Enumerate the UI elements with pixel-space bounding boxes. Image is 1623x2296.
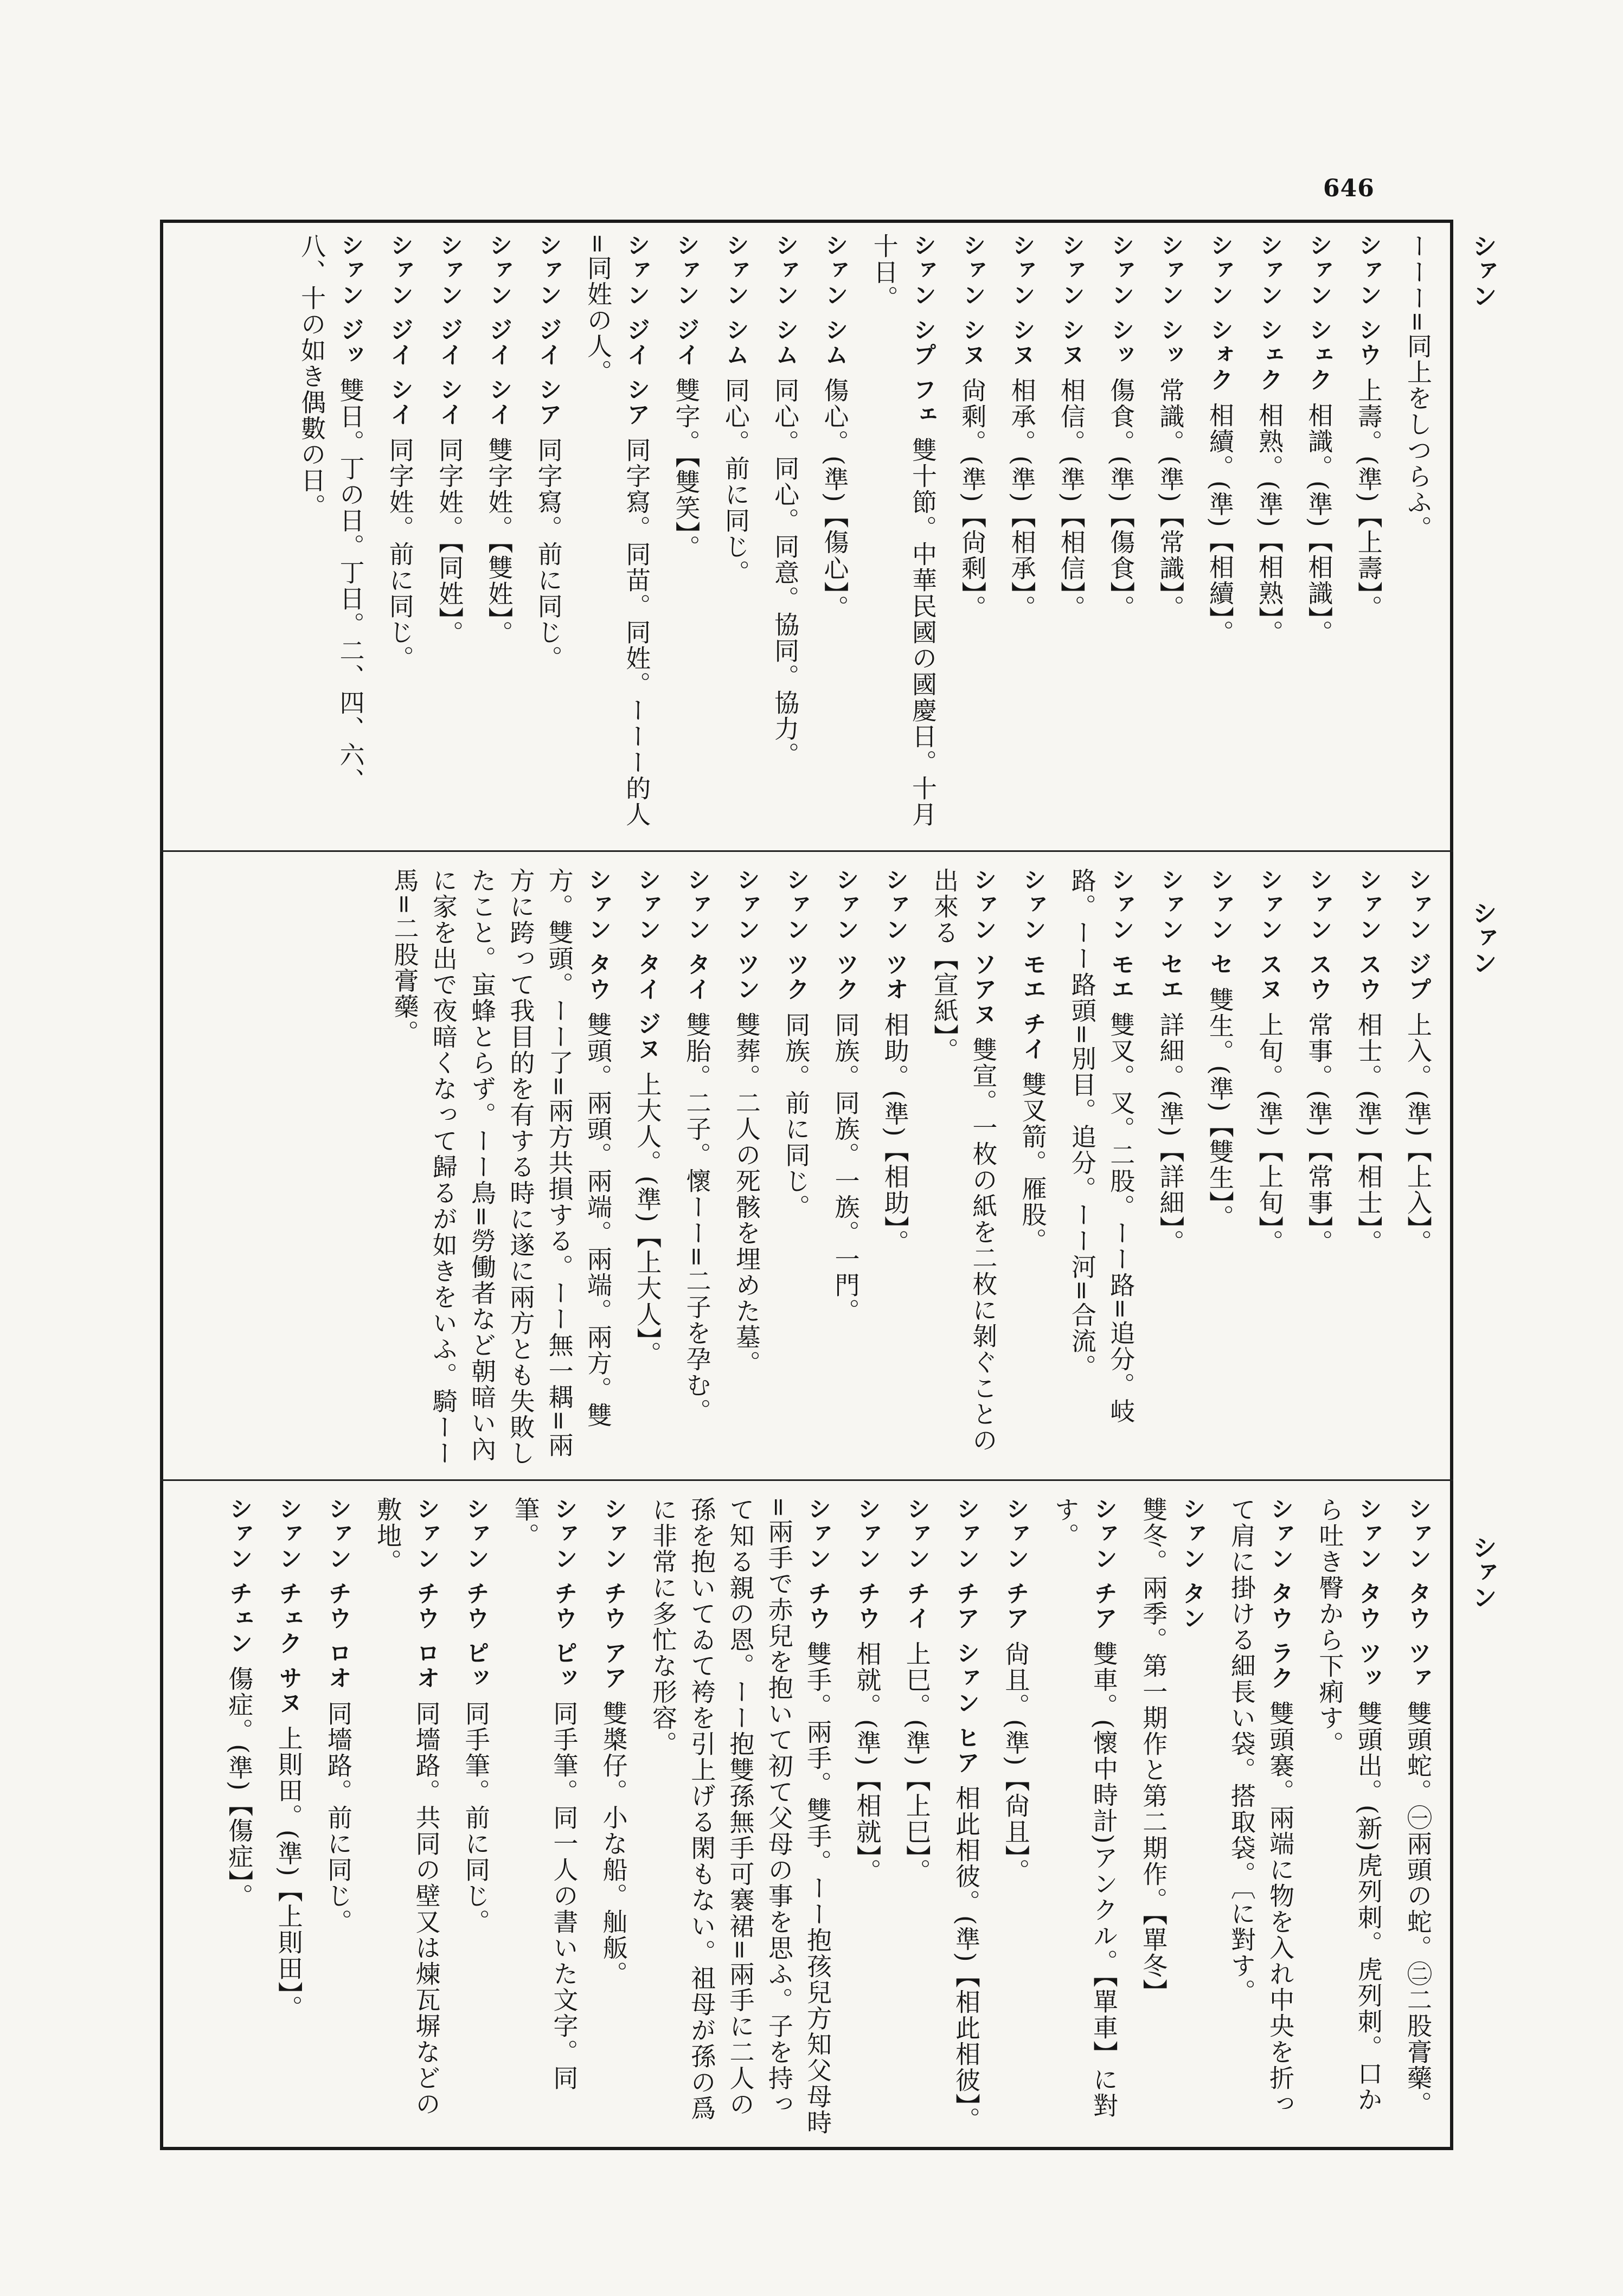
dictionary-entry <box>759 233 804 841</box>
entry-headword: シァン シェク <box>1256 233 1284 402</box>
entry-headword: シァン ジイ シイ <box>485 233 513 437</box>
dictionary-entry <box>312 1497 357 2137</box>
entry-headword: シァン チイ <box>903 1497 931 1641</box>
dictionary-entry <box>1039 1497 1123 2137</box>
entry-headword: シァン シム <box>772 233 799 377</box>
dictionary-entry <box>1006 868 1051 1470</box>
entry-definition: 雙頭。兩頭。兩端。兩端。兩方。雙方。雙頭。ーー了=兩方共損する。ーー無一耦=兩方に跨って我目的を有する時に遂に兩方とも失敗したこと。䖟蜂とらず。ーー鳥=勞働者など朝暗い內に家を出で夜暗くなって歸るが如きをいふ。騎ーー馬=二股膏藥。 <box>390 868 613 1466</box>
entry-definition: 同手筆。同一人の書いた文字。同筆。 <box>511 1497 579 2091</box>
entry-headword: シァン タイ ジヌ <box>634 868 662 1072</box>
entry-headword: シァン シヌ <box>959 233 986 377</box>
entry-headword: シァン ジイ シア <box>623 233 651 437</box>
entry-definition: 傷心。(準)【傷心】。 <box>820 377 850 621</box>
dictionary-entry <box>1056 868 1140 1470</box>
entry-definition: 同字姓。【同姓】。 <box>435 437 465 646</box>
dictionary-entry <box>996 233 1041 841</box>
entry-headword: シァン スヌ <box>1256 868 1284 1012</box>
entry-definition: 雙宣。一枚の紙を二枚に剝ぐことの出來る【宣紙】。 <box>930 868 998 1453</box>
dictionary-band-top <box>179 233 1437 841</box>
entry-definition: 同墻路。前に同じ。 <box>323 1700 353 1935</box>
dictionary-entry <box>770 868 815 1470</box>
dictionary-entry <box>919 868 1003 1470</box>
entry-definition: 相承。(準)【相承】。 <box>1007 377 1037 621</box>
dictionary-entry <box>940 1497 985 2137</box>
entry-definition: 傷症。(準)【傷症】。 <box>224 1665 254 1909</box>
entry-definition: 相信。(準)【相信】。 <box>1056 377 1086 621</box>
running-head: シァン <box>1468 233 1498 308</box>
entry-definition: 上入。(準)【上入】。 <box>1403 1011 1433 1255</box>
dictionary-entry <box>1304 1497 1388 2137</box>
entry-headword: シァン モエ チイ <box>1019 868 1047 1072</box>
dictionary-entry <box>262 1497 307 2137</box>
dictionary-entry <box>890 1497 935 2137</box>
dictionary-entry <box>1216 1497 1300 2137</box>
dictionary-entry <box>721 868 766 1470</box>
entry-definition: 相士。(準)【相士】。 <box>1353 1011 1383 1255</box>
entry-definition: 相助。(準)【相助】。 <box>880 1011 910 1255</box>
entry-definition: 雙胎。二子。懷ーー=二子を孕む。 <box>682 1011 712 1425</box>
entry-headword: シァン シッ <box>1157 233 1184 377</box>
dictionary-entry <box>660 233 705 841</box>
dictionary-entry <box>379 868 617 1470</box>
entry-headword: シァン チェン <box>226 1497 253 1666</box>
dictionary-entry <box>637 1497 837 2137</box>
entry-definition: 尙且。(準)【尙且】。 <box>1001 1640 1031 1884</box>
entry-headword: シァン スウ <box>1305 868 1333 1012</box>
entry-headword: シァン タウ ツッ <box>1355 1497 1382 1701</box>
dictionary-band-bottom <box>179 1497 1437 2137</box>
entry-headword: シァン シム <box>722 233 749 377</box>
entry-definition: 相熟。(準)【相熟】。 <box>1255 402 1285 646</box>
entry-headword: シァン シウ <box>1355 233 1382 377</box>
dictionary-entry <box>450 1497 495 2137</box>
dictionary-entry <box>374 233 419 841</box>
entry-definition: 雙冬。兩季。第一期作と第二期作。【單冬】 <box>1139 1497 1169 2005</box>
entry-headword: シァン ツオ <box>881 868 909 1012</box>
dictionary-entry <box>819 868 864 1470</box>
entry-headword: シァン チウ ロオ <box>324 1497 352 1701</box>
entry-headword: シァン タイ <box>683 868 711 1012</box>
entry-definition: 雙葬。二人の死骸を埋めた墓。 <box>732 1011 761 1376</box>
dictionary-entry <box>1293 868 1338 1470</box>
entry-headword: シァン シッ <box>1107 233 1135 377</box>
dictionary-entry <box>1194 868 1239 1470</box>
dictionary-entry <box>587 1497 632 2137</box>
entry-definition: 上則田。(準)【上則田】。 <box>274 1725 304 2021</box>
entry-headword: シァン チウ <box>854 1497 881 1641</box>
entry-definition: 相此相彼。(準)【相此相彼】。 <box>952 1785 982 2133</box>
entry-definition: 雙槳仔。小な船。舢舨。 <box>599 1700 628 1987</box>
entry-headword: シァン スウ <box>1355 868 1382 1012</box>
entry-headword: シァン ジイ <box>672 233 700 377</box>
dictionary-entry <box>213 1497 258 2137</box>
entry-definition: 雙頭蛇。㊀兩頭の蛇。㊁二股膏藥。 <box>1403 1700 1433 2117</box>
entry-definition: 同墻路。共同の壁又は煉瓦塀などの敷地。 <box>373 1497 441 2117</box>
dictionary-entry <box>1144 868 1189 1470</box>
dictionary-entry <box>710 233 755 841</box>
entry-definition: 同心。同心。同意。協同。協力。 <box>771 377 800 768</box>
dictionary-entry <box>1293 233 1338 841</box>
entry-headword: シァン チウ <box>804 1497 832 1641</box>
entry-headword: シァン シヌ <box>1008 233 1036 377</box>
entry-headword: シァン シム <box>821 233 849 377</box>
entry-definition: 同字寫。前に同じ。 <box>534 437 563 671</box>
dictionary-entry <box>990 1497 1035 2137</box>
dictionary-entry <box>522 233 567 841</box>
running-head: シァン <box>1468 900 1498 975</box>
entry-definition: 傷食。(準)【傷食】。 <box>1106 377 1136 621</box>
entry-definition: 雙叉箭。雁股。 <box>1018 1071 1048 1254</box>
dictionary-entry <box>671 868 716 1470</box>
entry-headword: シァン シェク <box>1305 233 1333 402</box>
entry-definition: 雙手。兩手。雙手。ーー抱孩兒方知父母時=兩手で赤兒を抱いて初て父母の事を思ふ。子を持って知る親の恩。ーー抱雙孫無手可褰裙=兩手に二人の孫を抱いてゐて袴を引上げる閑もない。祖母が孫の爲に非常に多忙な形容。 <box>648 1497 833 2135</box>
entry-definition: 同族。同族。一族。一門。 <box>831 1011 861 1324</box>
dictionary-entry <box>499 1497 583 2137</box>
entry-definition: 雙十節。中華民國の國慶日。十月十日。 <box>869 233 938 828</box>
entry-definition: 雙叉。叉。二股。ーー路=追分。岐路。ーー路頭=別目。追分。ーー河=合流。 <box>1067 868 1136 1425</box>
dictionary-entry <box>858 233 942 841</box>
entry-headword: シァン セエ <box>1157 868 1184 1012</box>
dictionary-entry <box>1342 233 1387 841</box>
entry-definition: 同族。前に同じ。 <box>781 1011 811 1220</box>
entry-definition: 常事。(準)【常事】。 <box>1304 1011 1334 1255</box>
dictionary-entry <box>1127 1497 1211 2137</box>
entry-headword: シァン シヌ <box>1057 233 1085 377</box>
entry-headword: シァン タウ ツァ <box>1404 1497 1432 1701</box>
entry-headword: シァン モエ <box>1107 868 1135 1012</box>
entry-headword: シァン ジイ シイ <box>436 233 464 437</box>
entry-definition: 雙日。丁の日。丁日。二、四、六、八、十の如き偶數の日。 <box>297 233 365 794</box>
dictionary-entry <box>424 233 469 841</box>
dictionary-entry <box>1144 233 1189 841</box>
dictionary-entry <box>362 1497 446 2137</box>
entry-definition: 雙頭出。(新)虎列刺。虎列刺。口から吐き臀から下痢す。 <box>1315 1497 1383 2113</box>
entry-definition: 上壽。(準)【上壽】。 <box>1353 377 1383 621</box>
entry-headword: シァン ジプ <box>1404 868 1432 1012</box>
dictionary-entry <box>841 1497 886 2137</box>
entry-headword: シァン ツク <box>782 868 810 1012</box>
dictionary-entry <box>946 233 991 841</box>
dictionary-entry <box>473 233 518 841</box>
entry-headword: シァン チウ ロオ <box>413 1497 440 1701</box>
dictionary-entry <box>1392 233 1437 841</box>
entry-definition: 雙字。【雙笑】。 <box>671 377 701 561</box>
dictionary-entry <box>869 868 914 1470</box>
entry-headword: シァン セ <box>1206 868 1234 987</box>
entry-definition: 雙頭褰。兩端に物を入れ中央を折って肩に掛ける細長い袋。搭取袋。〔に對す。 <box>1227 1497 1295 2117</box>
entry-definition: 同心。前に同じ。 <box>721 377 750 586</box>
entry-definition: 上旬。(準)【上旬】。 <box>1255 1011 1285 1255</box>
entry-definition: 尙剩。(準)【尙剩】。 <box>958 377 987 621</box>
entry-headword: シァン ジイ シア <box>535 233 562 437</box>
entry-definition: 詳細。(準)【詳細】。 <box>1156 1011 1185 1255</box>
entry-definition: 相就。(準)【相就】。 <box>852 1640 882 1884</box>
entry-headword: シァン ジイ シイ <box>386 233 414 437</box>
dictionary-entry <box>621 868 666 1470</box>
page-number: 646 <box>1323 175 1375 202</box>
entry-definition: 雙車。(懷中時計)アンクル。【單車】に對す。 <box>1050 1497 1119 2119</box>
entry-headword: シァン チウ アア <box>600 1497 627 1701</box>
entry-headword: シァン チア シァン ヒア <box>953 1497 980 1785</box>
dictionary-entry <box>1243 868 1288 1470</box>
entry-definition: 雙字姓。【雙姓】。 <box>484 437 514 646</box>
entry-headword: シァン シォク <box>1206 233 1234 402</box>
dictionary-entry <box>1243 233 1288 841</box>
entry-definition: 雙生。(準)【雙生】。 <box>1205 986 1235 1230</box>
entry-definition: 上巳。(準)【上巳】。 <box>902 1640 932 1884</box>
dictionary-entry <box>1045 233 1090 841</box>
entry-definition: 同字姓。前に同じ。 <box>385 437 415 671</box>
dictionary-entry <box>1095 233 1140 841</box>
entry-headword: シァン チウ ピッ <box>550 1497 578 1701</box>
entry-headword: シァン タウ ラク <box>1267 1497 1294 1701</box>
entry-headword: シァン ツク <box>832 868 859 1012</box>
dictionary-entry <box>572 233 656 841</box>
dictionary-entry <box>1392 1497 1437 2137</box>
entry-headword: シァン シプ フェ <box>909 233 937 437</box>
entry-definition: 相續。(準)【相續】。 <box>1205 402 1235 646</box>
entry-headword: シァン チェク サヌ <box>275 1497 303 1726</box>
entry-headword: シァン ソアヌ <box>970 868 997 1037</box>
entry-definition: 相識。(準)【相識】。 <box>1304 402 1334 646</box>
band-divider <box>160 1479 1453 1481</box>
dictionary-entry <box>1392 868 1437 1470</box>
dictionary-entry <box>809 233 854 841</box>
entry-headword: シァン チウ ピッ <box>462 1497 490 1701</box>
running-head: シァン <box>1468 1535 1498 1609</box>
dictionary-entry <box>1194 233 1239 841</box>
entry-headword: シァン ツン <box>733 868 760 1012</box>
entry-definition: ーーー=同上をしつらふ。 <box>1403 233 1433 542</box>
entry-definition: 常識。(準)【常識】。 <box>1156 377 1185 621</box>
entry-headword: シァン タウ <box>584 868 612 1012</box>
dictionary-band-middle <box>179 868 1437 1470</box>
entry-headword: シァン タン <box>1178 1497 1206 1631</box>
dictionary-entry <box>1342 868 1387 1470</box>
entry-headword: シァン ジッ <box>337 233 364 377</box>
entry-definition: 同手筆。前に同じ。 <box>461 1700 491 1935</box>
entry-headword: シァン チア <box>1002 1497 1030 1641</box>
entry-definition: 上大人。(準)【上大人】。 <box>633 1071 663 1367</box>
band-divider <box>160 850 1453 852</box>
entry-headword: シァン チア <box>1090 1497 1118 1641</box>
dictionary-entry <box>286 233 370 841</box>
entry-definition: 同字寫。同苗。同姓。ーーー的人=同姓の人。 <box>583 233 652 828</box>
